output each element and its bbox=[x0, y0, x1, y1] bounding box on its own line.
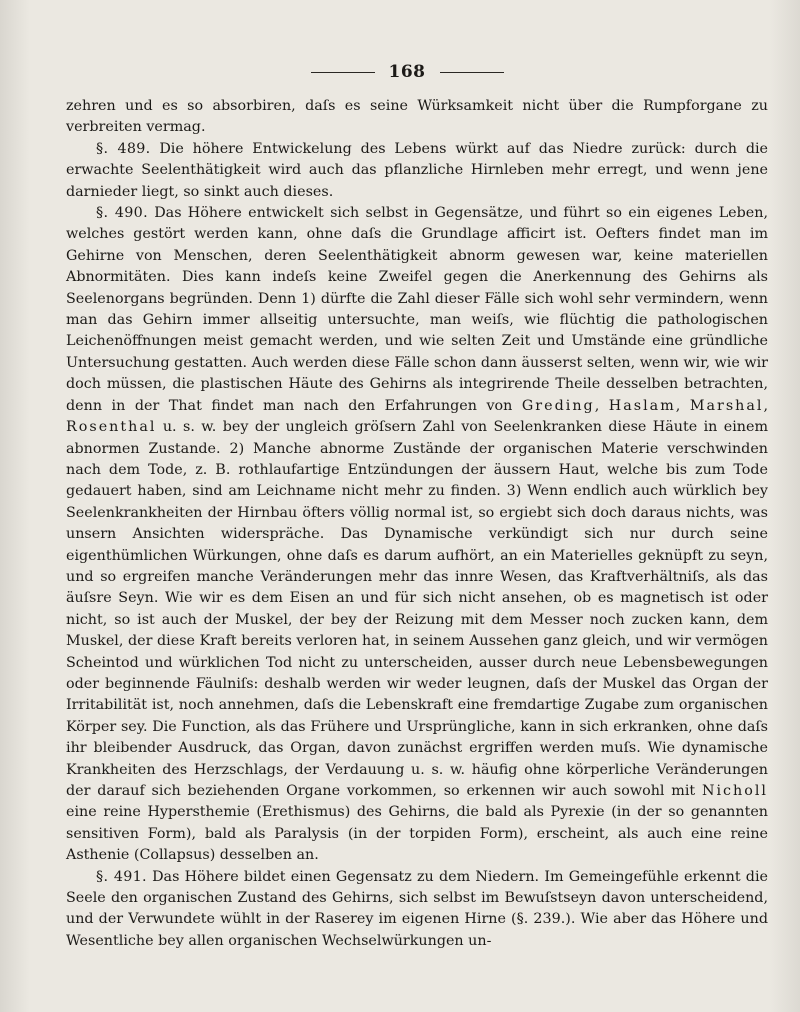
section-mark-491: §. 491. bbox=[96, 868, 147, 885]
page-number: 168 bbox=[388, 62, 426, 82]
header-rule-left bbox=[311, 72, 375, 73]
header-rule-right bbox=[440, 72, 504, 73]
section-mark-489: §. 489. bbox=[96, 140, 151, 157]
author-name-haslam: Haslam bbox=[608, 397, 676, 414]
paragraph-489-text: Die höhere Entwickelung des Lebens würkt auf das Niedre zurück: durch die erwachte Seelenthätigkeit wird auch das pflanzliche Hirnleben mehr erregt, und wenn jene darnieder liegt, so sinkt auch dieses. bbox=[66, 140, 769, 200]
author-name-rosenthal: Rosenthal bbox=[66, 419, 157, 436]
paragraph-490-text-b: u. s. w. bey der ungleich gröſsern Zahl von Seelenkranken diese Häute in einem abnormen Zustande. 2) Manche abnorme Zustände der organischen Materie verschwinden nach dem Tode, z. B. rothlaufartige Entzündungen der äussern Haut, welche bis zum Tode gedauert haben, sind am Leichname nicht mehr zu finden. 3) Wenn endlich auch würklich bey Seelenkrankheiten der Hirnbau öfters völlig normal ist, so ergiebt sich doch daraus nichts, was unsern Ansichten widerspräche. Das Dynamische verkündigt sich nur durch seine eigenthümlichen Würkungen, ohne daſs es darum aufhört, an ein Materielles geknüpft zu seyn, und so ergreifen manche Veränderungen mehr das innre Wesen, das Kraftverhältniſs, als das äuſsre Seyn. Wie wir es dem Eisen an und für sich nicht ansehen, ob es magnetisch ist oder nicht, so ist auch der Muskel, der bey der Reizung mit dem Messer noch zucken kann, dem Muskel, der diese Kraft bereits verloren hat, in seinem Aussehen ganz gleich, und wir vermögen Scheintod und würklichen Tod nicht zu unterscheiden, ausser durch neue Lebensbewegungen oder beginnende Fäulniſs: deshalb werden wir weder leugnen, daſs der Muskel das Organ der Irritabilität ist, noch annehmen, daſs die Lebenskraft eine fremdartige Zugabe zum organischen Körper sey. Die Function, als das Frühere und Ursprüngliche, kann in sich erkranken, ohne daſs ihr bleibender Ausdruck, das Organ, davon zunächst ergriffen werden muſs. Wie dynamische Krankheiten des Herzschlags, der Verdauung u. s. w. häufig ohne körperliche Veränderungen der darauf sich beziehenden Organe vorkommen, so erkennen wir auch sowohl mit bbox=[66, 419, 768, 799]
body-text bbox=[66, 96, 768, 952]
author-name-greding: Greding bbox=[521, 397, 595, 414]
separator: , bbox=[763, 397, 769, 414]
section-mark-490: §. 490. bbox=[96, 205, 148, 222]
page-header bbox=[66, 60, 768, 84]
author-name-marshal: Marshal bbox=[689, 397, 764, 414]
paragraph-490 bbox=[66, 203, 768, 867]
paragraph-489 bbox=[66, 139, 768, 203]
paragraph-491-text: Das Höhere bildet einen Gegensatz zu dem Niedern. Im Gemeingefühle erkennt die Seele den organischen Zustand des Gehirns, sich selbst im Bewuſstseyn davon unterscheidend, und der Verwundete wühlt in der Raserey im eigenen Hirne (§. 239.). Wie aber das Höhere und Wesentliche bey allen organischen Wechselwürkungen un- bbox=[66, 868, 768, 949]
paragraph-490-text-c: eine reine Hypersthemie (Erethismus) des Gehirns, die bald als Pyrexie (in der so genannten sensitiven Form), bald als Paralysis (in der torpiden Form), erscheint, als auch eine reine Asthenie (Collapsus) desselben an. bbox=[66, 804, 768, 864]
paragraph-490-text-a: Das Höhere entwickelt sich selbst in Gegensätze, und führt so ein eigenes Leben, welches gestört werden kann, ohne daſs die Grundlage afficirt ist. Oefters findet man im Gehirne von Menschen, deren Seelenthätigkeit abnorm gewesen war, keine materiellen Abnormitäten. Dies kann indeſs keine Zweifel gegen die Anerkennung des Gehirns als Seelenorgans begründen. Denn 1) dürfte die Zahl dieser Fälle sich wohl sehr vermindern, wenn man das Gehirn immer allseitig untersuchte, man weiſs, wie flüchtig die pathologischen Leichenöffnungen meist gemacht werden, und wie selten Zeit und Umstände eine gründliche Untersuchung gestatten. Auch werden diese Fälle schon dann äusserst selten, wenn wir, wie wir doch müssen, die plastischen Häute des Gehirns als integrirende Theile desselben betrachten, denn in der That findet man nach den Erfahrungen von bbox=[66, 205, 769, 414]
paragraph-continued: zehren und es so absorbiren, daſs es seine Würksamkeit nicht über die Rumpforgane zu verbreiten vermag. bbox=[66, 98, 768, 136]
paragraph-491 bbox=[66, 867, 768, 953]
separator: , bbox=[594, 397, 609, 414]
author-name-nicholl: Nicholl bbox=[701, 783, 768, 799]
separator: , bbox=[675, 397, 690, 414]
